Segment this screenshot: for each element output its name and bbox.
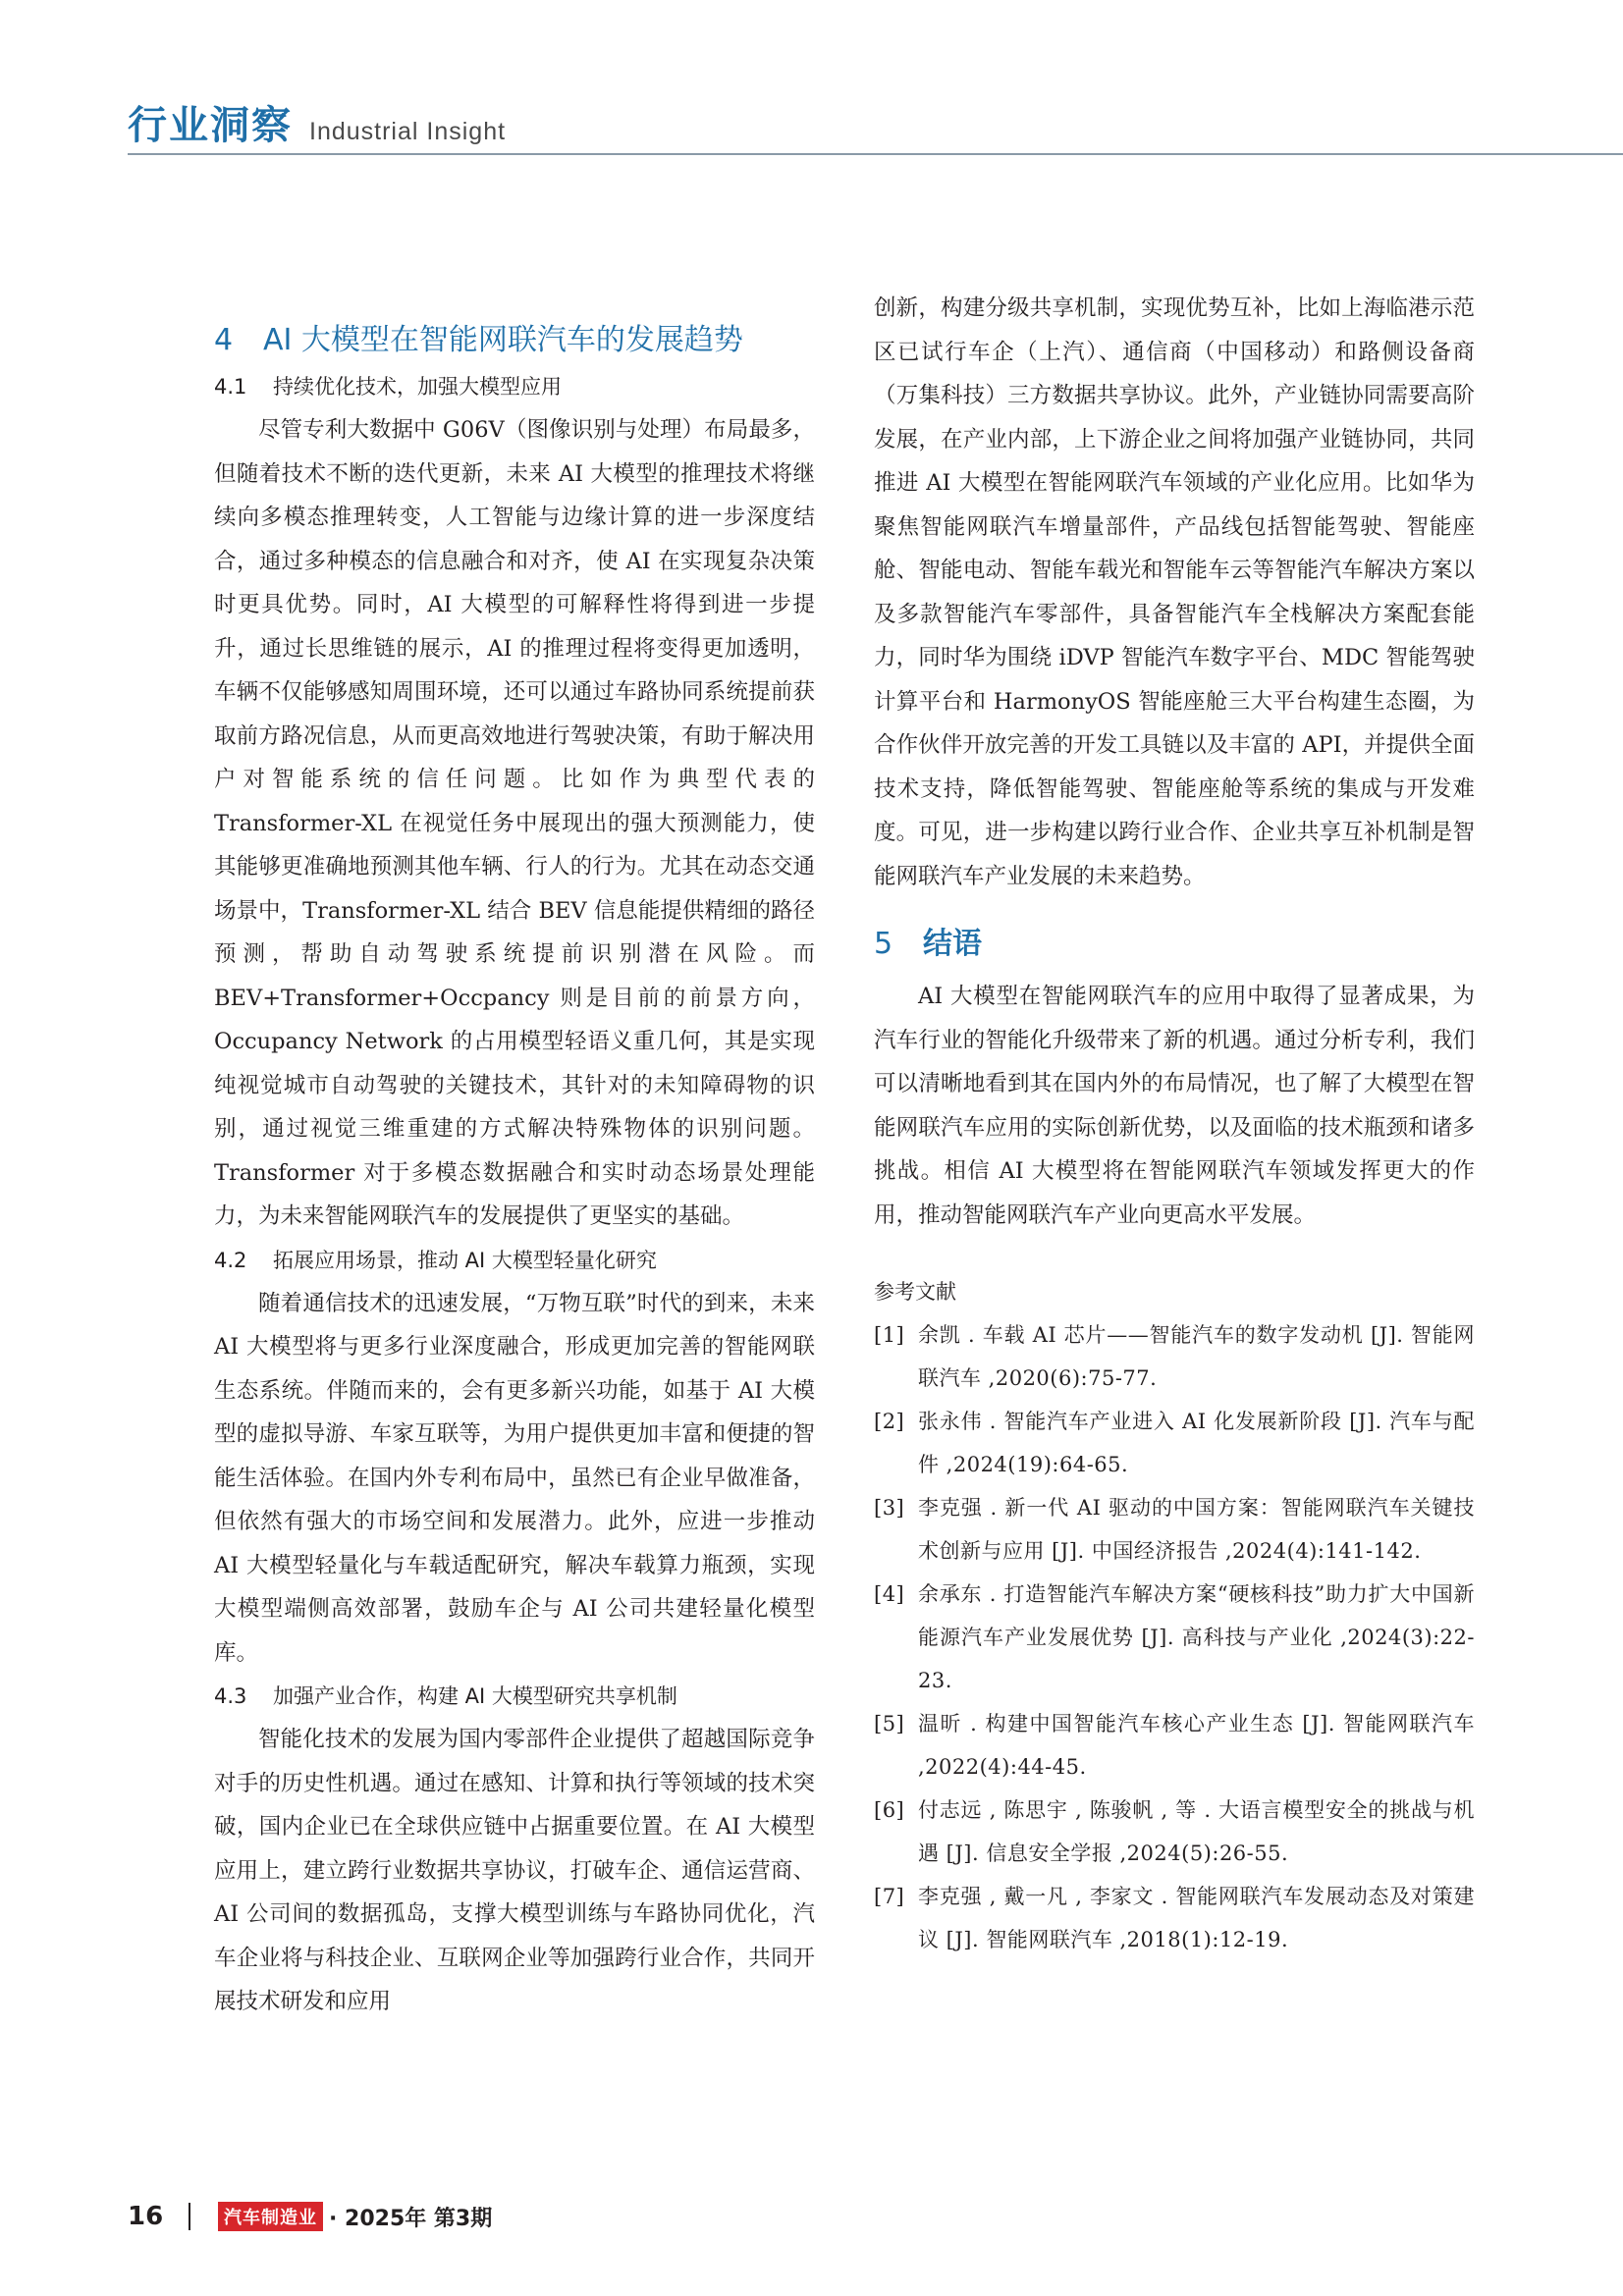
page-footer [128, 2197, 492, 2236]
reference-item [874, 1573, 1475, 1702]
section-5-heading [874, 920, 1475, 969]
footer-divider [189, 2203, 190, 2230]
reference-text: 付志远 , 陈思宇 , 陈骏帆 , 等 . 大语言模型安全的挑战与机遇 [J]. 信息安全学报 ,2024(5):26-55. [918, 1798, 1475, 1865]
reference-number: [6] [874, 1798, 905, 1822]
subsection-title: 加强产业合作，构建 AI 大模型研究共享机制 [273, 1684, 677, 1708]
references-list [874, 1313, 1475, 1961]
reference-number: [2] [874, 1410, 905, 1433]
paragraph-4-1: 尽管专利大数据中 G06V（图像识别与处理）布局最多，但随着技术不断的迭代更新，未来 AI 大模型的推理技术将继续向多模态推理转变，人工智能与边缘计算的进一步深度结合，通过多种模态的信息融合和对齐，使 AI 在实现复杂决策时更具优势。同时，AI 大模型的可解释性将得到进一步提升，通过长思维链的展示，AI 的推理过程将变得更加透明，车辆不仅能够感知周围环境，还可以通过车路协同系统提前获取前方路况信息，从而更高效地进行驾驶决策，有助于解决用户对智能系统的信任问题。比如作为典型代表的 Transformer-XL 在视觉任务中展现出的强大预测能力，使其能够更准确地预测其他车辆、行人的行为。尤其在动态交通场景中，Transformer-XL 结合 BEV 信息能提供精细的路径预测，帮助自动驾驶系统提前识别潜在风险。而 BEV+Transformer+Occpancy 则是目前的前景方向，Occupancy Network 的占用模型轻语义重几何，其是实现纯视觉城市自动驾驶的关键技术，其针对的未知障碍物的识别，通过视觉三维重建的方式解决特殊物体的识别问题。Transformer 对于多模态数据融合和实时动态场景处理能力，为未来智能网联汽车的发展提供了更坚实的基础。 [214, 417, 815, 1229]
section-4-heading [214, 316, 815, 365]
reference-item [874, 1486, 1475, 1573]
paragraph-conclusion: AI 大模型在智能网联汽车的应用中取得了显著成果，为汽车行业的智能化升级带来了新的机遇。通过分析专利，我们可以清晰地看到其在国内外的布局情况，也了解了大模型在智能网联汽车应用的实际创新优势，以及面临的技术瓶颈和诸多挑战。相信 AI 大模型将在智能网联汽车领域发挥更大的作用，推动智能网联汽车产业向更高水平发展。 [874, 984, 1475, 1228]
reference-item [874, 1400, 1475, 1486]
reference-text: 余承东 . 打造智能汽车解决方案“硬核科技”助力扩大中国新能源汽车产业发展优势 [J]. 高科技与产业化 ,2024(3):22-23. [918, 1582, 1475, 1692]
section-header-title: 行业洞察 [128, 103, 293, 148]
reference-number: [4] [874, 1582, 905, 1606]
issue-info: · 2025年 第3期 [329, 2206, 493, 2231]
reference-number: [1] [874, 1323, 905, 1347]
reference-text: 温昕 . 构建中国智能汽车核心产业生态 [J]. 智能网联汽车 ,2022(4):44-45. [918, 1712, 1475, 1779]
reference-item [874, 1875, 1475, 1961]
section-number: 4 [214, 323, 234, 357]
magazine-logo: 汽车制造业 [218, 2202, 323, 2231]
header-divider [128, 153, 1623, 155]
section-title: 结语 [923, 927, 982, 961]
subsection-4-3-heading [214, 1675, 815, 1718]
paragraph-4-3-part-a: 智能化技术的发展为国内零部件企业提供了超越国际竞争对手的历史性机遇。通过在感知、计算和执行等领域的技术突破，国内企业已在全球供应链中占据重要位置。在 AI 大模型应用上，建立跨行业数据共享协议，打破车企、通信运营商、AI 公司间的数据孤岛，支撑大模型训练与车路协同优化，汽车企业将与科技企业、互联网企业等加强跨行业合作，共同开展技术研发和应用 [214, 1727, 815, 2014]
reference-number: [3] [874, 1496, 905, 1520]
section-header-subtitle: Industrial Insight [309, 118, 507, 145]
paragraph-4-2: 随着通信技术的迅速发展，“万物互联”时代的到来，未来 AI 大模型将与更多行业深度融合，形成更加完善的智能网联生态系统。伴随而来的，会有更多新兴功能，如基于 AI 大模型的虚拟导游、车家互联等，为用户提供更加丰富和便捷的智能生活体验。在国内外专利布局中，虽然已有企业早做准备，但依然有强大的市场空间和发展潜力。此外，应进一步推动 AI 大模型轻量化与车载适配研究，解决车载算力瓶颈，实现大模型端侧高效部署，鼓励车企与 AI 公司共建轻量化模型库。 [214, 1290, 815, 1666]
subsection-title: 拓展应用场景，推动 AI 大模型轻量化研究 [273, 1248, 657, 1272]
reference-text: 李克强 . 新一代 AI 驱动的中国方案：智能网联汽车关键技术创新与应用 [J]. 中国经济报告 ,2024(4):141-142. [918, 1496, 1475, 1563]
references-heading: 参考文献 [874, 1280, 956, 1304]
reference-item [874, 1702, 1475, 1789]
right-column [874, 287, 1475, 1961]
section-title: AI 大模型在智能网联汽车的发展趋势 [263, 323, 743, 357]
paragraph-4-3-part-b: 创新，构建分级共享机制，实现优势互补，比如上海临港示范区已试行车企（上汽）、通信商（中国移动）和路侧设备商（万集科技）三方数据共享协议。此外，产业链协同需要高阶发展，在产业内部，上下游企业之间将加强产业链协同，共同推进 AI 大模型在智能网联汽车领域的产业化应用。比如华为聚焦智能网联汽车增量部件，产品线包括智能驾驶、智能座舱、智能电动、智能车载光和智能车云等智能汽车解决方案以及多款智能汽车零部件，具备智能汽车全栈解决方案配套能力，同时华为围绕 iDVP 智能汽车数字平台、MDC 智能驾驶计算平台和 HarmonyOS 智能座舱三大平台构建生态圈，为合作伙伴开放完善的开发工具链以及丰富的 API，并提供全面技术支持，降低智能驾驶、智能座舱等系统的集成与开发难度。可见，进一步构建以跨行业合作、企业共享互补机制是智能网联汽车产业发展的未来趋势。 [874, 295, 1475, 889]
subsection-4-1-heading [214, 365, 815, 408]
reference-text: 余凯 . 车载 AI 芯片——智能汽车的数字发动机 [J]. 智能网联汽车 ,2020(6):75-77. [918, 1323, 1475, 1390]
subsection-title: 持续优化技术，加强大模型应用 [273, 375, 562, 399]
subsection-number: 4.3 [214, 1684, 247, 1708]
reference-item [874, 1789, 1475, 1875]
reference-text: 李克强 , 戴一凡 , 李家文 . 智能网联汽车发展动态及对策建议 [J]. 智能网联汽车 ,2018(1):12-19. [918, 1885, 1475, 1951]
section-number: 5 [874, 927, 893, 961]
reference-text: 张永伟 . 智能汽车产业进入 AI 化发展新阶段 [J]. 汽车与配件 ,2024(19):64-65. [918, 1410, 1475, 1476]
subsection-number: 4.2 [214, 1248, 247, 1272]
reference-number: [7] [874, 1885, 905, 1908]
left-column [214, 316, 815, 2024]
reference-number: [5] [874, 1712, 905, 1735]
page-number: 16 [128, 2202, 164, 2231]
subsection-number: 4.1 [214, 375, 247, 399]
reference-item [874, 1313, 1475, 1400]
subsection-4-2-heading [214, 1239, 815, 1282]
